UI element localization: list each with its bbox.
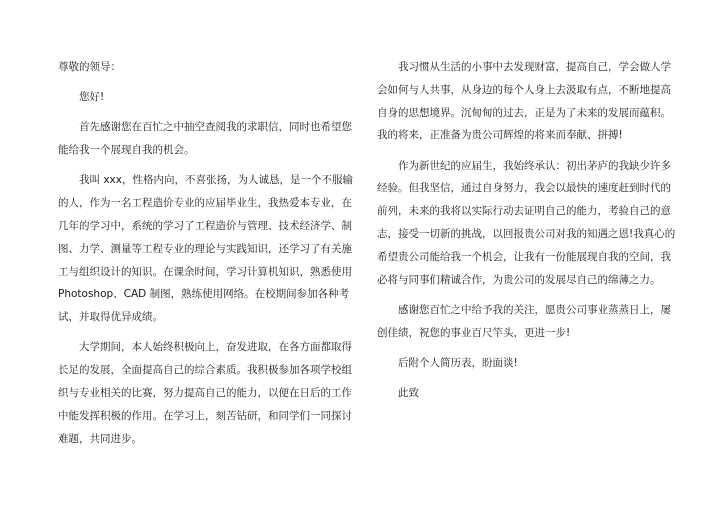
self-introduction-paragraph: 我叫 xxx，性格内向，不喜张扬，为人诚恳，是一个不服输的人，作为一名工程造价专业的应届毕业生，我热爱本专业，在几年的学习中，系统的学习了工程造价与管理、技术经济学、制图、力学、测量等工程专业的理论与实践知识，还学习了有关施工与组织设计的知识。在课余时间，学习计算机知识，熟悉使用 Photoshop、CAD 制图，熟练使用网络。在校期间参加各种考试，并取得优异成绩。: [58, 174, 353, 324]
commitment-paragraph: 作为新世纪的应届生，我始终承认：初出茅庐的我缺少许多经验。但我坚信，通过自身努力，我会以最快的速度赶到时代的前列，未来的我将以实际行动去证明自己的能力，考验自己的意志，接受一切新的挑战，以回报贵公司对我的知遇之恩!我真心的希望贵公司能给我一个机会，让我有一份能展现自我的空间，我必将与同事们精诚合作，为贵公司的发展尽自己的绵薄之力。: [377, 159, 676, 286]
university-paragraph: 大学期间，本人始终积极向上，奋发进取，在各方面都取得长足的发展，全面提高自己的综合素质。我积极参加各项学校组织与专业相关的比赛，努力提高自己的能力，以便在日后的工作中能发挥积极的作用。在学习上，刻苦钻研，和同学们一同探讨难题，共同进步。: [58, 341, 352, 445]
salutation: 尊敬的领导：: [58, 61, 121, 73]
right-column: [377, 56, 677, 412]
greeting-paragraph: 您好!: [79, 91, 105, 104]
closing: 此致: [398, 386, 419, 399]
attachment-note: 后附个人简历表，盼面谈!: [398, 356, 518, 369]
intro-paragraph: 首先感谢您在百忙之中抽空查阅我的求职信，同时也希望您能给我一个展现自我的机会。: [58, 121, 352, 157]
habits-paragraph: 我习惯从生活的小事中去发现财富，提高自己，学会做人学会如何与人共事，从身边的每个人身上去汲取有点，不断地提高自身的思想境界。沉甸甸的过去，正是为了未来的发展而蕴积。我的将来，正准备为贵公司辉煌的将来而奉献、拼搏!: [377, 61, 671, 142]
left-column: [58, 56, 356, 458]
thanks-paragraph: 感谢您百忙之中给予我的关注，愿贵公司事业蒸蒸日上，屡创佳绩，祝您的事业百尺竿头，更进一步!: [377, 303, 671, 339]
